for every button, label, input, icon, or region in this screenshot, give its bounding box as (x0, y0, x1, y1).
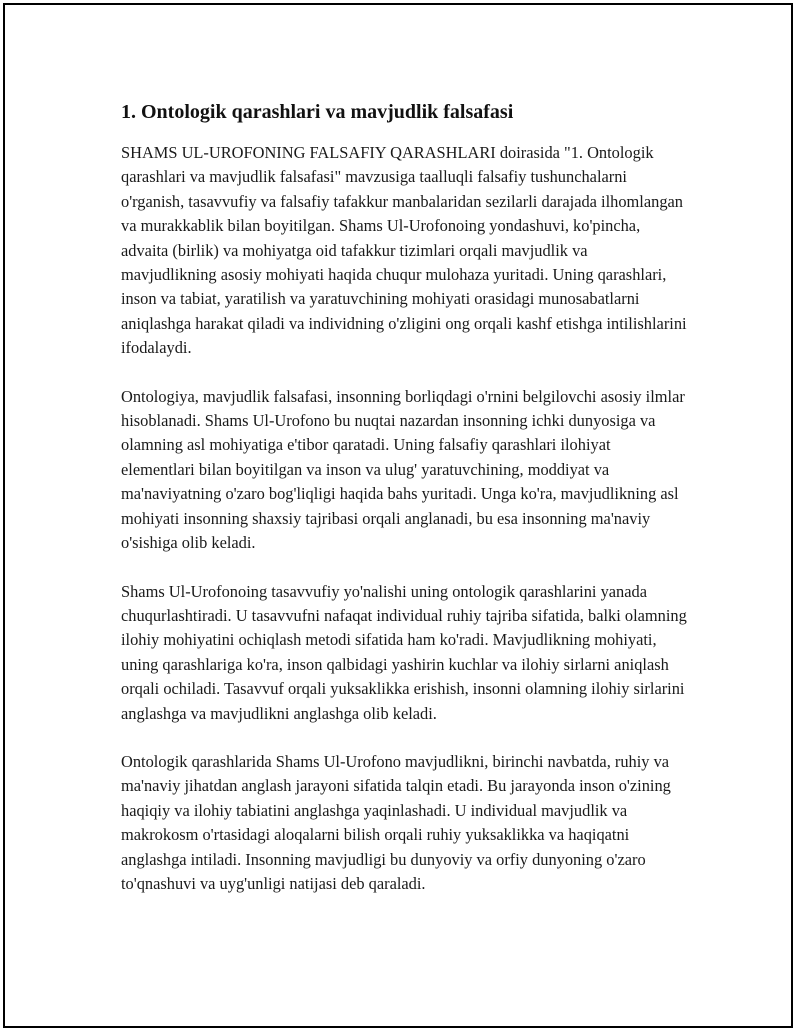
page-frame (3, 3, 793, 1028)
section-heading: 1. Ontologik qarashlari va mavjudlik falsafasi (121, 101, 514, 123)
paragraph-2: Ontologiya, mavjudlik falsafasi, insonning borliqdagi o'rnini belgilovchi asosiy ilmlar hisoblanadi. Shams Ul-Urofono bu nuqtai nazardan insonning ichki dunyosiga va olamning asl mohiyatiga e'tibor qaratadi. Uning falsafiy qarashlari ilohiyat elementlari bilan boyitilgan va inson va ulug' yaratuvchining, moddiyat va ma'naviyatning o'zaro bog'liqligi haqida bahs yuritadi. Unga ko'ra, mavjudlikning asl mohiyati insonning shaxsiy tajribasi orqali anglanadi, bu esa insonning ma'naviy o'sishiga olib keladi. (121, 386, 685, 553)
paragraph-4: Ontologik qarashlarida Shams Ul-Urofono mavjudlikni, birinchi navbatda, ruhiy va ma'naviy jihatdan anglash jarayoni sifatida talqin etadi. Bu jarayonda inson o'zining haqiqiy va ilohiy tabiatini anglashga yaqinlashadi. U individual mavjudlik va makrokosm o'rtasidagi aloqalarni bilish orqali ruhiy yuksaklikka va haqiqatni anglashga intiladi. Insonning mavjudligi bu dunyoviy va orfiy dunyoning o'zaro to'qnashuvi va uyg'unligi natijasi deb qaraladi. (121, 751, 671, 893)
paragraph-1: SHAMS UL-UROFONING FALSAFIY QARASHLARI doirasida "1. Ontologik qarashlari va mavjudlik falsafasi" mavzusiga taalluqli falsafiy tushunchalarni o'rganish, tasavvufiy va falsafiy tafakkur manbalaridan sezilarli darajada ilhomlangan va murakkablik bilan boyitilgan. Shams Ul-Urofonoing yondashuvi, ko'pincha, advaita (birlik) va mohiyatga oid tafakkur tizimlari orqali mavjudlik va mavjudlikning asosiy mohiyati haqida chuqur mulohaza yuritadi. Uning qarashlari, inson va tabiat, yaratilish va yaratuvchining mohiyati orasidagi munosabatlarni aniqlashga harakat qiladi va individning o'zligini ong orqali kashf etishga intilishlarini ifodalaydi. (121, 143, 687, 358)
document-body (121, 99, 687, 920)
paragraph-3: Shams Ul-Urofonoing tasavvufiy yo'nalishi uning ontologik qarashlarini yanada chuqurlashtiradi. U tasavvufni nafaqat individual ruhiy tajriba sifatida, balki olamning ilohiy mohiyatini ochiqlash metodi sifatida ham ko'radi. Mavjudlikning mohiyati, uning qarashlariga ko'ra, inson qalbidagi yashirin kuchlar va ilohiy sirlarni aniqlash orqali ochiladi. Tasavvuf orqali yuksaklikka erishish, insonni olamning ilohiy sirlarini anglashga va mavjudlikni anglashga olib keladi. (121, 581, 687, 723)
